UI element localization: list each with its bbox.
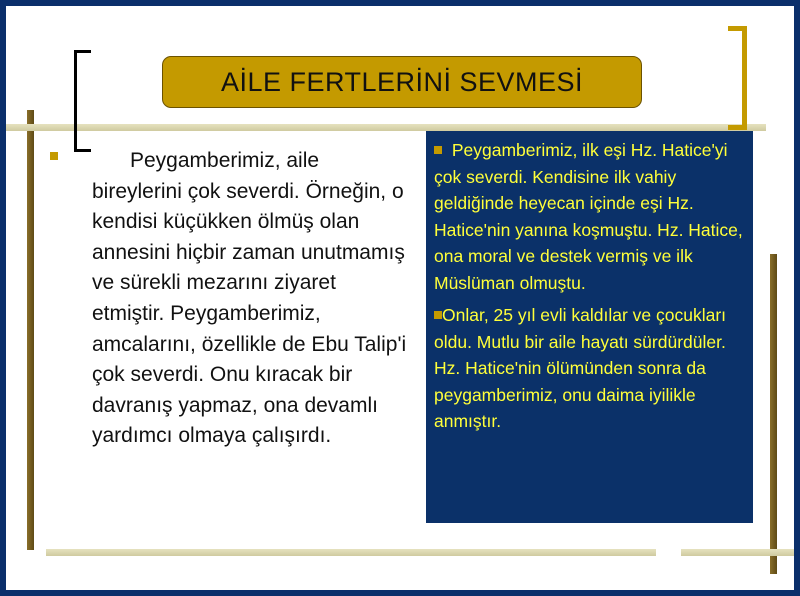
title-box: [162, 56, 642, 108]
left-bracket-decoration: [74, 50, 91, 152]
bullet-square-icon: [434, 146, 442, 154]
right-vertical-bar: [770, 254, 777, 574]
info-paragraph-text: Peygamberimiz, ilk eşi Hz. Hatice'yi çok severdi. Kendisine ilk vahiy geldiğinde heyecan içinde eşi Hz. Hatice'nin yanına koşmuştu. Hz. Hatice, ona moral ve destek vermiş ve ilk Müslüman olmuştu.: [434, 140, 743, 293]
left-paragraph: Peygamberimiz, aile bireylerini çok severdi. Örneğin, o kendisi küçükken ölmüş olan annesini hiçbir zaman unutmamış ve sürekli mezarını ziyaret etmiştir. Peygamberimiz, amcalarını, özellikle de Ebu Talip'i çok severdi. Onu kıracak bir davranış yapmaz, ona devamlı yardımcı olmaya çalışırdı.: [92, 149, 407, 448]
info-paragraph-text: Onlar, 25 yıl evli kaldılar ve çocukları oldu. Mutlu bir aile hayatı sürdürdüler. Hz. Hatice'nin ölümünden sonra da peygamberimiz, onu daima iyilikle anmıştır.: [434, 305, 727, 431]
top-horizontal-bar: [6, 124, 766, 131]
info-paragraph: [434, 302, 745, 435]
info-box: [426, 131, 753, 523]
bottom-right-horizontal-bar: [681, 549, 800, 556]
right-bracket-decoration: [728, 26, 747, 130]
info-paragraph: [434, 137, 745, 296]
bullet-square-icon: [50, 152, 58, 160]
slide-title: AİLE FERTLERİNİ SEVMESİ: [220, 66, 584, 97]
bullet-square-icon: [434, 311, 442, 319]
bottom-horizontal-bar: [46, 549, 656, 556]
left-vertical-bar: [27, 110, 34, 550]
